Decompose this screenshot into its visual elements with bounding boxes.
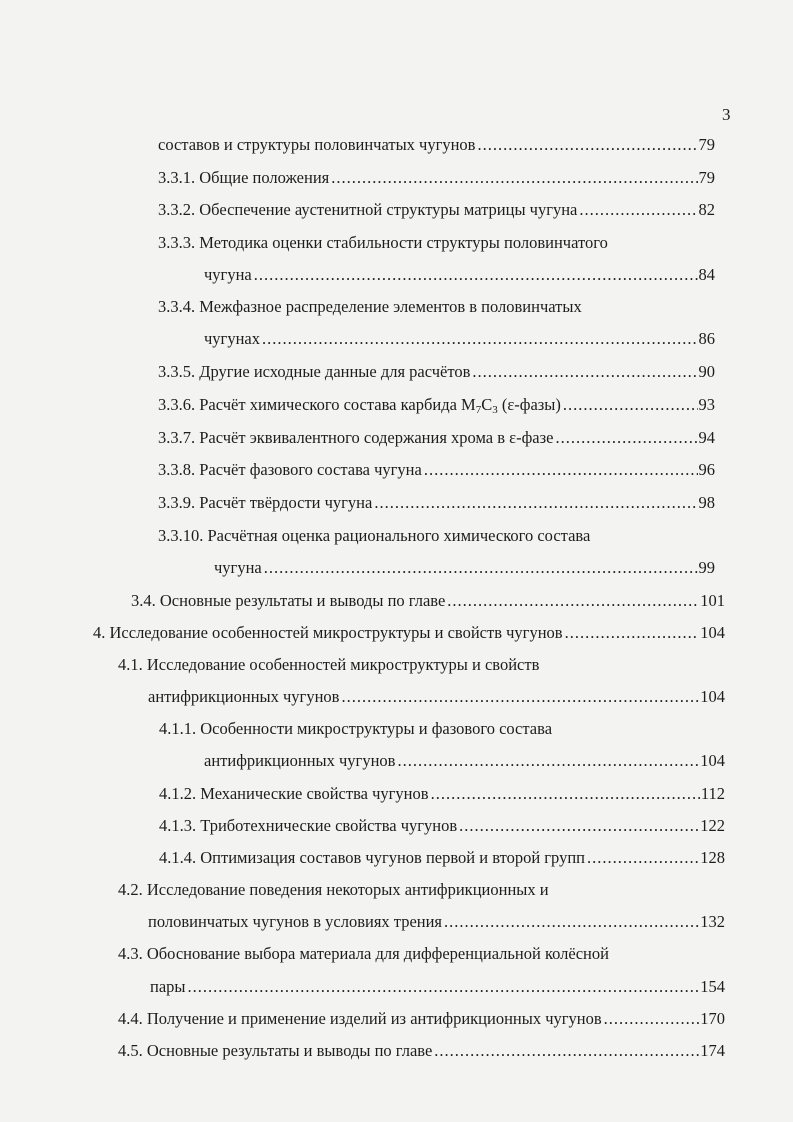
toc-entry-title: 3.3.1. Общие положения bbox=[158, 168, 330, 187]
toc-leader-dots bbox=[434, 1041, 699, 1061]
toc-entry[interactable] bbox=[118, 1009, 725, 1029]
toc-entry-page: 82 bbox=[698, 200, 715, 219]
page-number: 3 bbox=[722, 105, 731, 124]
toc-entry-title: 4.4. Получение и применение изделий из антифрикционных чугунов bbox=[118, 1009, 602, 1028]
toc-entry[interactable] bbox=[158, 493, 715, 513]
toc-entry[interactable] bbox=[159, 784, 725, 804]
toc-entry[interactable] bbox=[158, 526, 590, 546]
toc-entry[interactable] bbox=[158, 168, 715, 188]
toc-entry[interactable] bbox=[159, 816, 725, 836]
toc-leader-dots bbox=[262, 329, 698, 349]
toc-leader-dots bbox=[431, 784, 700, 804]
toc-entry[interactable] bbox=[158, 395, 715, 415]
toc-entry-title: пары bbox=[150, 977, 186, 996]
toc-entry-title: чугуна bbox=[214, 558, 262, 577]
toc-entry-page: 101 bbox=[700, 591, 725, 610]
toc-entry[interactable] bbox=[118, 655, 539, 675]
toc-entry-title: 4.1.2. Механические свойства чугунов bbox=[159, 784, 429, 803]
toc-entry[interactable] bbox=[118, 1041, 725, 1061]
toc-entry-page: 86 bbox=[698, 329, 715, 348]
toc-leader-dots bbox=[579, 200, 697, 220]
toc-entry[interactable] bbox=[158, 200, 715, 220]
toc-entry-title: 4.1.3. Триботехнические свойства чугунов bbox=[159, 816, 458, 835]
toc-entry[interactable] bbox=[158, 428, 715, 448]
toc-entry-continuation[interactable] bbox=[214, 558, 715, 578]
toc-entry-title: 3.4. Основные результаты и выводы по главе bbox=[131, 591, 446, 610]
toc-entry-page: 99 bbox=[698, 558, 715, 577]
toc-leader-dots bbox=[374, 493, 697, 513]
toc-entry-page: 79 bbox=[698, 168, 715, 187]
toc-entry[interactable] bbox=[158, 460, 715, 480]
toc-entry-page: 128 bbox=[700, 848, 725, 867]
toc-leader-dots bbox=[188, 977, 700, 997]
toc-leader-dots bbox=[264, 558, 698, 578]
toc-leader-dots bbox=[444, 912, 699, 932]
toc-entry-page: 79 bbox=[698, 135, 715, 154]
toc-leader-dots bbox=[555, 428, 697, 448]
toc-leader-dots bbox=[565, 623, 700, 643]
toc-leader-dots bbox=[472, 362, 697, 382]
toc-entry-title: 3.3.10. Расчётная оценка рационального химического состава bbox=[158, 526, 591, 545]
toc-entry-title: чугунах bbox=[204, 329, 260, 348]
toc-entry-title: 3.3.2. Обеспечение аустенитной структуры матрицы чугуна bbox=[158, 200, 578, 219]
toc-leader-dots bbox=[604, 1009, 700, 1029]
toc-entry-title: 4.1. Исследование особенностей микроструктуры и свойств bbox=[118, 655, 540, 674]
toc-entry-title: 4.3. Обоснование выбора материала для дифференциальной колёсной bbox=[118, 944, 609, 963]
toc-entry-page: 104 bbox=[700, 751, 725, 770]
toc-entry-page: 104 bbox=[700, 623, 725, 642]
toc-entry-title: половинчатых чугунов в условиях трения bbox=[148, 912, 443, 931]
toc-entry[interactable] bbox=[93, 623, 725, 643]
toc-entry-page: 84 bbox=[698, 265, 715, 284]
toc-entry-page: 112 bbox=[700, 784, 725, 803]
toc-entry-title: 3.3.7. Расчёт эквивалентного содержания хрома в ε-фазе bbox=[158, 428, 554, 447]
toc-entry-page: 96 bbox=[698, 460, 715, 479]
toc-entry-page: 90 bbox=[698, 362, 715, 381]
toc-entry-continuation[interactable] bbox=[150, 977, 725, 997]
toc-entry[interactable] bbox=[158, 135, 715, 155]
toc-entry-title: 3.3.5. Другие исходные данные для расчётов bbox=[158, 362, 471, 381]
toc-entry-continuation[interactable] bbox=[148, 687, 725, 707]
toc-entry-page: 98 bbox=[698, 493, 715, 512]
toc-entry-title: 3.3.8. Расчёт фазового состава чугуна bbox=[158, 460, 422, 479]
toc-entry-page: 122 bbox=[700, 816, 725, 835]
toc-entry-title: 4.2. Исследование поведения некоторых антифрикционных и bbox=[118, 880, 549, 899]
toc-entry-title: 3.3.9. Расчёт твёрдости чугуна bbox=[158, 493, 373, 512]
toc-entry-page: 174 bbox=[700, 1041, 725, 1060]
toc-entry-title: 3.3.6. Расчёт химического состава карбида $M_7C_3$ (ε-фазы) bbox=[158, 395, 561, 416]
toc-entry-title: чугуна bbox=[204, 265, 252, 284]
toc-entry-title: составов и структуры половинчатых чугунов bbox=[158, 135, 476, 154]
toc-entry-title: антифрикционных чугунов bbox=[148, 687, 340, 706]
toc-entry-title: антифрикционных чугунов bbox=[204, 751, 396, 770]
toc-entry[interactable] bbox=[118, 880, 549, 900]
toc-leader-dots bbox=[447, 591, 699, 611]
toc-entry-page: 170 bbox=[700, 1009, 725, 1028]
toc-entry-title: 3.3.4. Межфазное распределение элементов в половинчатых bbox=[158, 297, 582, 316]
toc-entry-page: 154 bbox=[700, 977, 725, 996]
toc-leader-dots bbox=[424, 460, 698, 480]
toc-entry[interactable] bbox=[118, 944, 609, 964]
toc-entry-continuation[interactable] bbox=[204, 265, 715, 285]
toc-leader-dots bbox=[254, 265, 698, 285]
toc-leader-dots bbox=[397, 751, 699, 771]
toc-entry-continuation[interactable] bbox=[204, 751, 725, 771]
toc-entry-page: 104 bbox=[700, 687, 725, 706]
toc-leader-dots bbox=[341, 687, 699, 707]
toc-entry[interactable] bbox=[158, 297, 582, 317]
toc-entry-title: 4. Исследование особенностей микроструктуры и свойств чугунов bbox=[93, 623, 563, 642]
toc-entry-title: 4.5. Основные результаты и выводы по главе bbox=[118, 1041, 433, 1060]
toc-leader-dots bbox=[477, 135, 697, 155]
toc-entry-title: 3.3.3. Методика оценки стабильности структуры половинчатого bbox=[158, 233, 608, 252]
toc-leader-dots bbox=[563, 395, 698, 415]
toc-leader-dots bbox=[587, 848, 699, 868]
toc-entry-page: 94 bbox=[698, 428, 715, 447]
toc-entry-page: 93 bbox=[698, 395, 715, 414]
toc-entry-title: 4.1.4. Оптимизация составов чугунов первой и второй групп bbox=[159, 848, 586, 867]
toc-entry-continuation[interactable] bbox=[148, 912, 725, 932]
toc-entry[interactable] bbox=[158, 233, 608, 253]
toc-entry[interactable] bbox=[159, 719, 552, 739]
toc-entry[interactable] bbox=[159, 848, 725, 868]
toc-leader-dots bbox=[459, 816, 699, 836]
toc-entry[interactable] bbox=[131, 591, 725, 611]
toc-entry-title: 4.1.1. Особенности микроструктуры и фазового состава bbox=[159, 719, 553, 738]
toc-leader-dots bbox=[331, 168, 697, 188]
toc-entry-continuation[interactable] bbox=[204, 329, 715, 349]
toc-entry-page: 132 bbox=[700, 912, 725, 931]
toc-entry[interactable] bbox=[158, 362, 715, 382]
